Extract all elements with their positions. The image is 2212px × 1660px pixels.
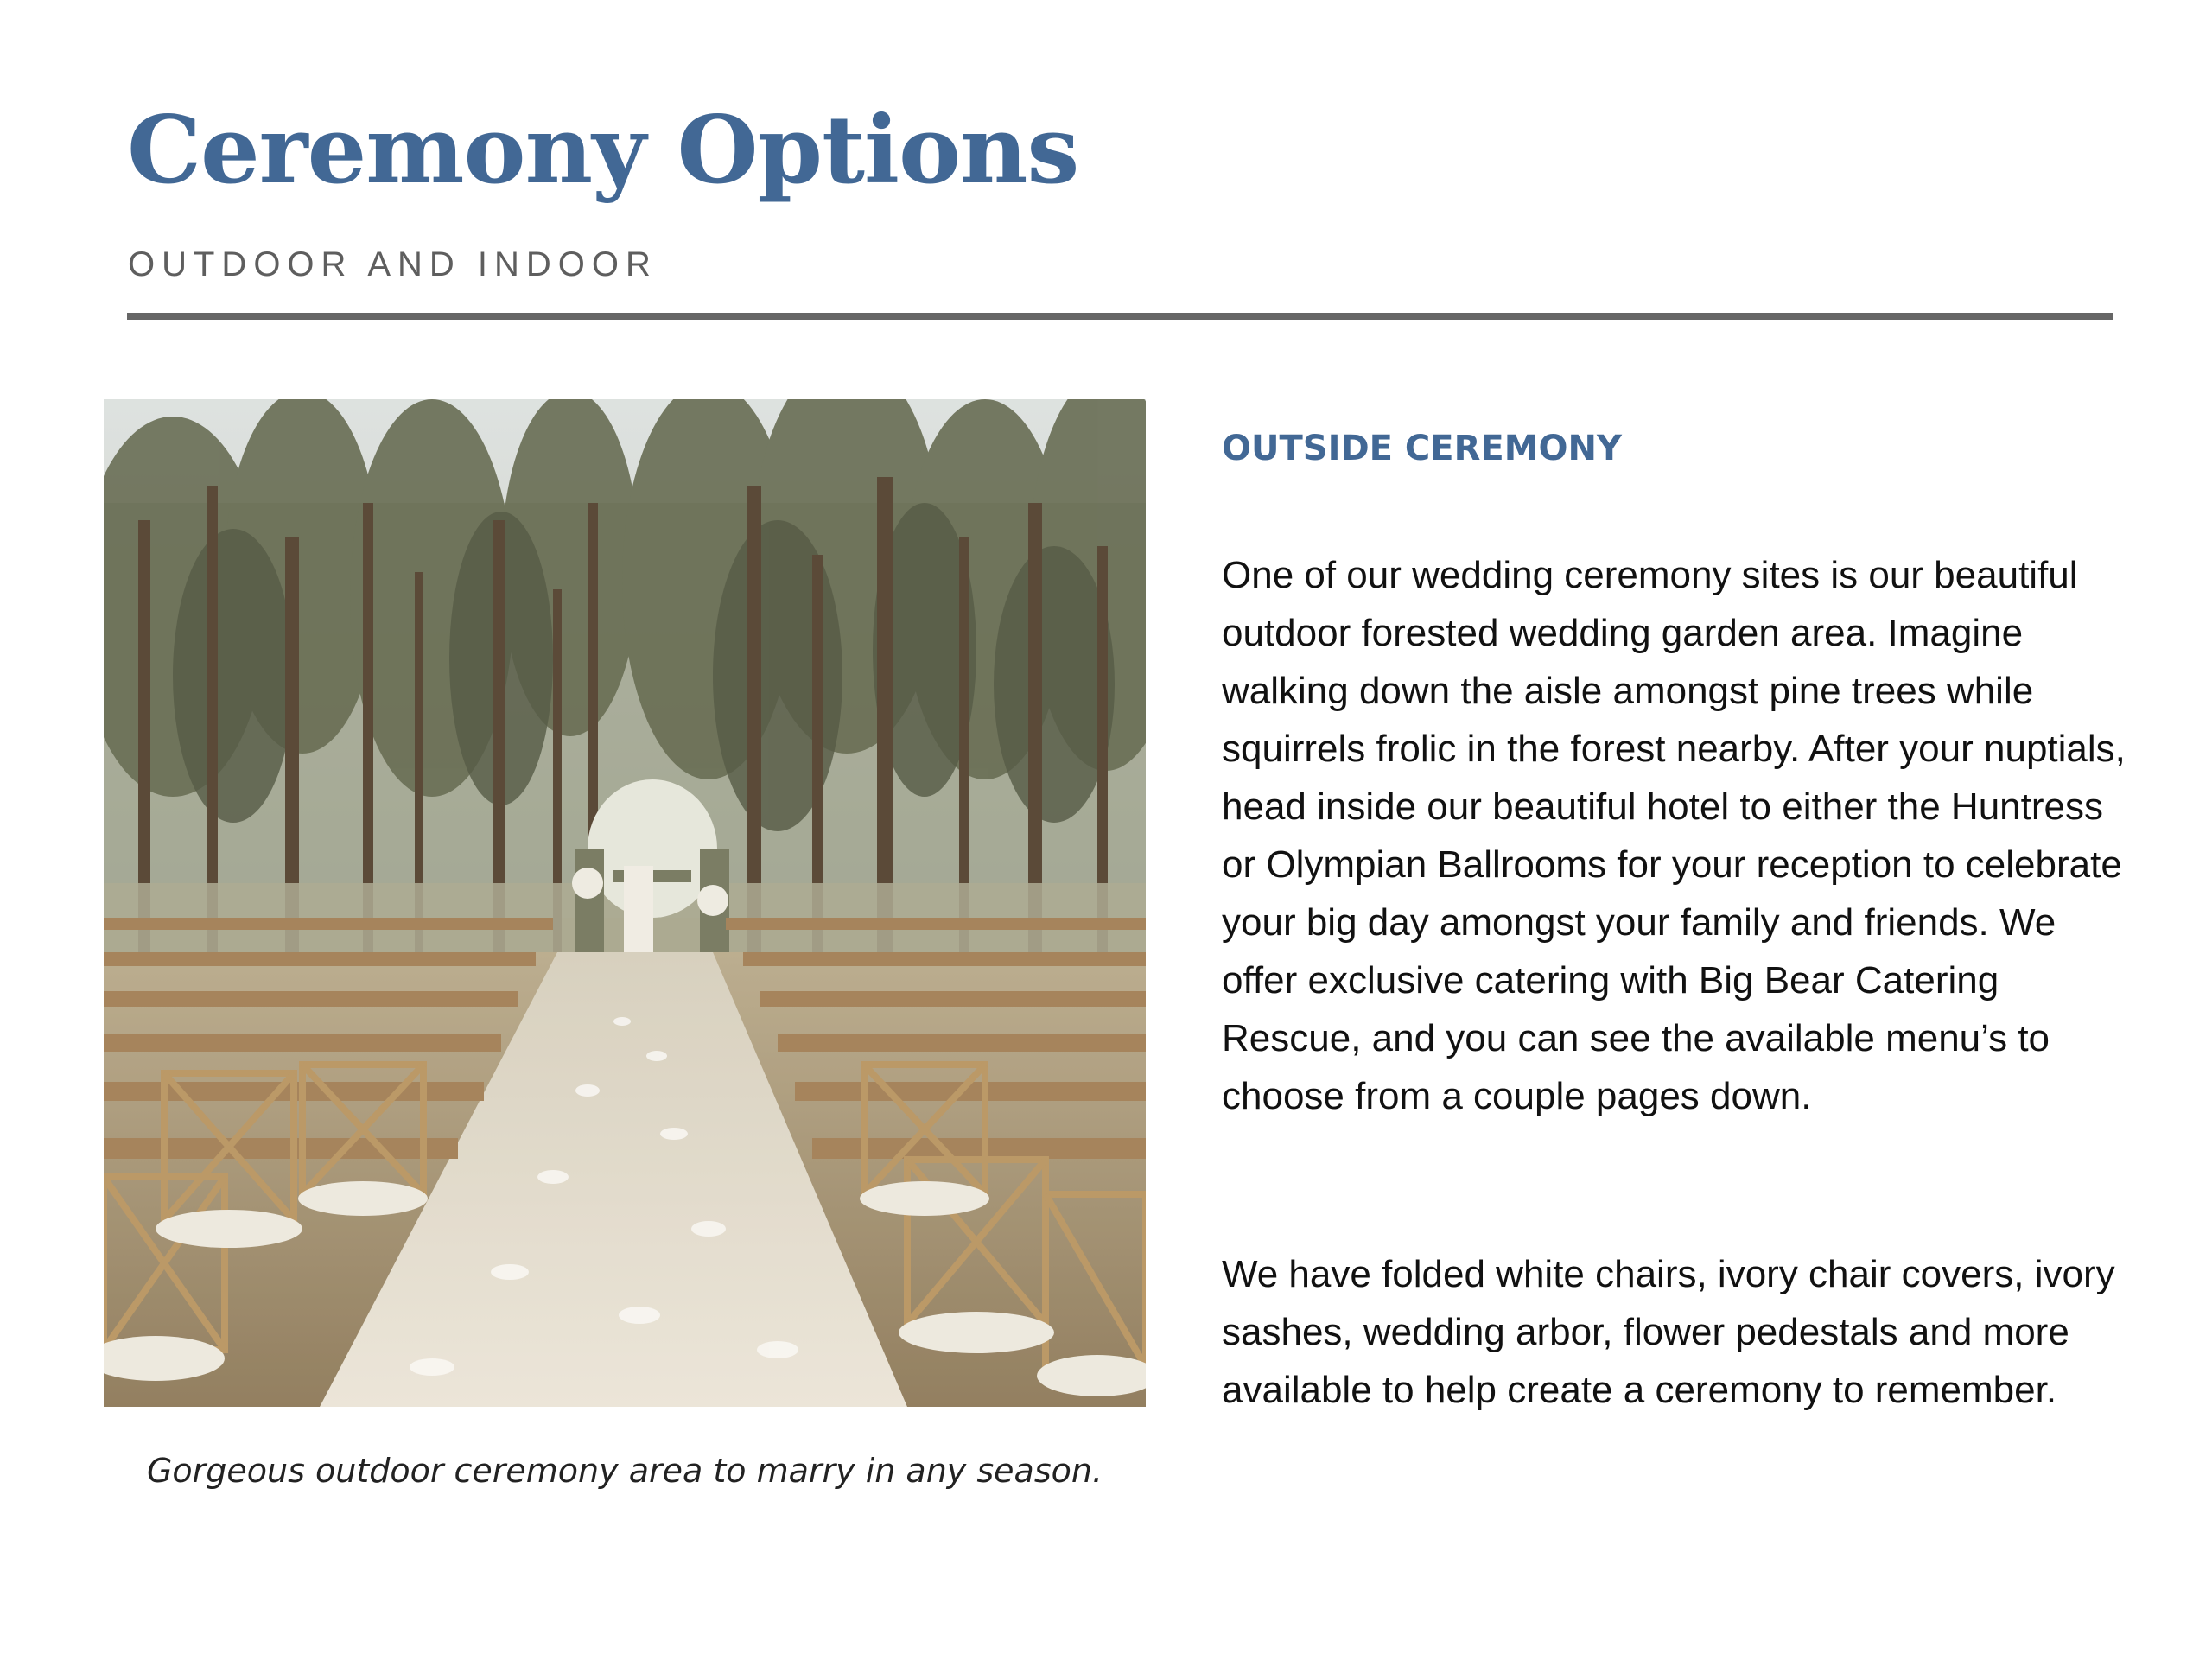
header-divider <box>127 313 2113 320</box>
section-heading: OUTSIDE CEREMONY <box>1222 429 1622 468</box>
photo-caption: Gorgeous outdoor ceremony area to marry in any season. <box>146 1452 1103 1490</box>
body-paragraph-2: We have folded white chairs, ivory chair covers, ivory sashes, wedding arbor, flower pedestals and more available to help create a ceremony to remember. <box>1222 1253 2115 1411</box>
body-paragraph-1: One of our wedding ceremony sites is our beautiful outdoor forested wedding garden area. Imagine walking down the aisle amongst pine trees while squirrels frolic in the forest nearby. After your nuptials, head inside our beautiful hotel to either the Huntress or Olympian Ballrooms for your reception to celebrate your big day amongst your family and friends. We offer exclusive catering with Big Bear Catering Rescue, and you can see the available menu’s to choose from a couple pages down. <box>1222 554 2126 1117</box>
page-title: Ceremony Options <box>127 96 1079 205</box>
ceremony-photo <box>104 399 1146 1407</box>
page-subtitle: OUTDOOR AND INDOOR <box>128 245 658 283</box>
